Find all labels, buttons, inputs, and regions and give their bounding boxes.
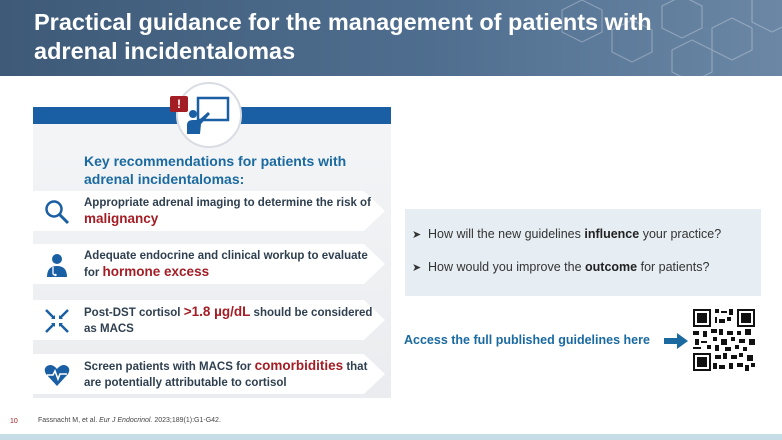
presentation-icon xyxy=(176,82,242,148)
footer-bar xyxy=(0,434,782,440)
heart-monitor-icon xyxy=(43,361,71,389)
arrow-bullet-icon: ➤ xyxy=(412,229,422,241)
qr-code[interactable] xyxy=(691,307,757,373)
page-number: 10 xyxy=(10,418,18,425)
questions-box xyxy=(405,209,761,296)
page-title: Practical guidance for the management of patients with adrenal incidentalomas xyxy=(34,9,652,64)
question-item: ➤ How will the new guidelines influence your practice? xyxy=(412,227,722,241)
recommendation-text: Appropriate adrenal imaging to determine the risk of malignancy xyxy=(84,197,371,226)
recommendation-item xyxy=(33,244,385,284)
arrow-bullet-icon: ➤ xyxy=(412,262,422,274)
header-banner xyxy=(0,0,782,76)
arrow-right-icon[interactable] xyxy=(664,333,688,349)
citation: Fassnacht M, et al. Eur J Endocrinol. 2023;189(1):G1-G42. xyxy=(38,417,221,424)
recommendations-title: Key recommendations for patients with adrenal incidentalomas: xyxy=(84,153,347,187)
arrows-converge-icon xyxy=(43,307,71,335)
recommendation-item xyxy=(33,191,385,231)
recommendation-item xyxy=(33,354,385,394)
recommendation-text: Screen patients with MACS for comorbidities that are potentially attributable to cortisol xyxy=(84,358,368,389)
question-item: ➤ How would you improve the outcome for patients? xyxy=(412,260,710,274)
magnifier-icon xyxy=(43,198,71,226)
doctor-icon xyxy=(43,251,71,279)
recommendation-item xyxy=(33,300,385,340)
alert-icon: ! xyxy=(170,96,188,112)
recommendation-text: Adequate endocrine and clinical workup to evaluate for hormone excess xyxy=(84,250,368,279)
recommendation-text: Post-DST cortisol >1.8 µg/dL should be considered as MACS xyxy=(84,304,373,335)
access-guidelines-link[interactable]: Access the full published guidelines here xyxy=(404,333,650,347)
